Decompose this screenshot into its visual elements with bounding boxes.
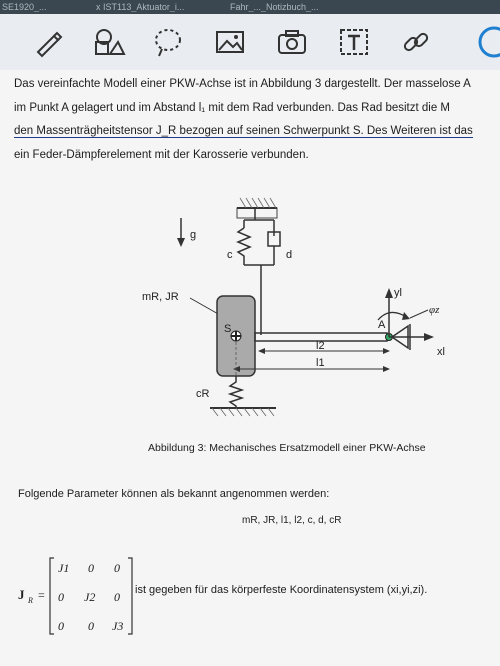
- matrix-description: ist gegeben für das körperfeste Koordinatensystem (xi,yi,zi).: [135, 584, 428, 596]
- figure-caption: Abbildung 3: Mechanisches Ersatzmodell einer PKW-Achse: [148, 442, 426, 454]
- matrix-cell: J1: [58, 561, 70, 575]
- matrix-cell: 0: [58, 590, 64, 604]
- spring-c-label: c: [227, 249, 233, 261]
- parameters-list: mR, JR, l1, l2, c, d, cR: [242, 515, 342, 526]
- point-a-label: A: [378, 319, 386, 331]
- matrix-cell: 0: [88, 561, 94, 575]
- l2-label: l2: [316, 340, 325, 352]
- paragraph-line-2: im Punkt A gelagert und im Abstand l₁ mit dem Rad verbunden. Das Rad besitzt die M: [14, 102, 450, 114]
- paragraph-line-1: Das vereinfachte Modell einer PKW-Achse ist in Abbildung 3 dargestellt. Der masselose A: [14, 78, 471, 90]
- matrix-cell: J2: [84, 590, 96, 604]
- svg-text:=: =: [38, 588, 45, 602]
- damper-d-label: d: [286, 249, 293, 261]
- phi-z-label: φz: [429, 304, 440, 316]
- link-tool-icon[interactable]: [398, 24, 434, 60]
- matrix-cell: 0: [114, 561, 120, 575]
- xl-axis-label: xl: [437, 346, 445, 358]
- l1-label: l1: [316, 357, 325, 369]
- document-page: [0, 70, 500, 666]
- tire-spring-label: cR: [196, 388, 210, 400]
- pen-tool-icon[interactable]: [30, 24, 66, 60]
- lasso-tool-icon[interactable]: [150, 24, 186, 60]
- gravity-label: g: [190, 229, 197, 241]
- add-tool-icon[interactable]: [476, 24, 500, 60]
- matrix-cell: J3: [112, 619, 124, 633]
- paragraph-line-3: den Massenträgheitstensor J_R bezogen auf seinen Schwerpunkt S. Des Weiteren ist das: [14, 125, 473, 137]
- matrix-symbol: J: [18, 587, 25, 602]
- parameters-intro: Folgende Parameter können als bekannt angenommen werden:: [18, 488, 330, 500]
- matrix-cell: 0: [114, 590, 120, 604]
- tab-bar: [0, 0, 500, 14]
- tab-1[interactable]: SE1920_...: [2, 2, 47, 12]
- shapes-tool-icon[interactable]: [90, 24, 126, 60]
- matrix-cell: 0: [88, 619, 94, 633]
- center-of-mass-label: S: [224, 323, 232, 335]
- tab-3[interactable]: Fahr_..._Notizbuch_...: [230, 2, 319, 12]
- mass-label: mR, JR: [142, 291, 179, 303]
- yl-axis-label: yl: [394, 287, 402, 299]
- camera-tool-icon[interactable]: [274, 24, 310, 60]
- text-tool-icon[interactable]: [336, 24, 372, 60]
- paragraph-line-4: ein Feder-Dämpferelement mit der Karosserie verbunden.: [14, 149, 309, 161]
- inertia-matrix: [0, 70, 500, 666]
- matrix-cell: 0: [58, 619, 64, 633]
- image-tool-icon[interactable]: [212, 24, 248, 60]
- tab-2[interactable]: x IST113_Aktuator_i...: [96, 2, 185, 12]
- drawing-toolbar: [0, 14, 500, 71]
- matrix-subscript: R: [28, 596, 33, 605]
